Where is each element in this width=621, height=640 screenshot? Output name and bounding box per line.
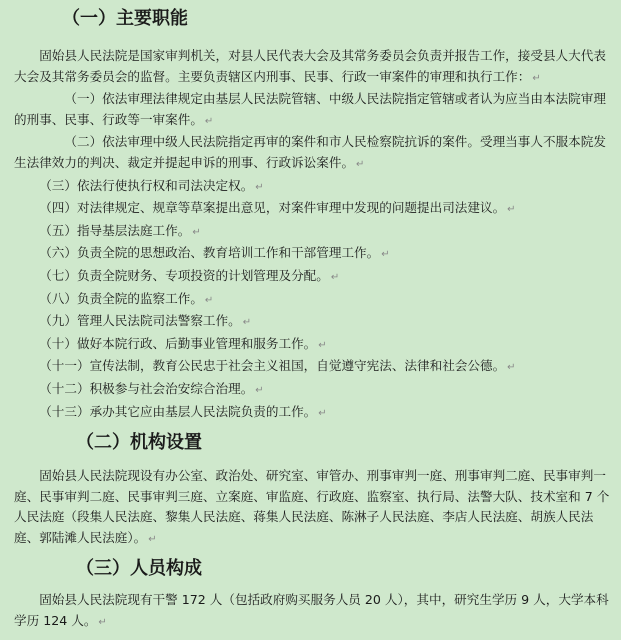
paragraph-mark-icon: ↵	[381, 249, 390, 261]
duty-item: （二）依法审理中级人民法院指定再审的案件和市人民检察院抗诉的案件。受理当事人不服本院发生法律效力的判决、裁定并提起申诉的刑事、行政诉讼案件。 ↵	[14, 134, 606, 170]
paragraph-mark-icon: ↵	[204, 294, 214, 306]
paragraph-mark-icon: ↵	[356, 158, 365, 170]
duty-item: （八）负责全院的监察工作。 ↵	[39, 290, 214, 306]
duty-item: （五）指导基层法庭工作。 ↵	[39, 222, 201, 238]
paragraph-mark-icon: ↵	[98, 617, 107, 629]
paragraph-mark-icon: ↵	[148, 533, 157, 545]
structure-paragraph: 固始县人民法院现设有办公室、政治处、研究室、审管办、刑事审判一庭、刑事审判二庭、民事审判一庭、民事审判二庭、民事审判三庭、立案庭、审监庭、行政庭、监察室、执行局、法警大队、技术室和 7 个人民法庭（段集人民法庭、黎集人民法庭、蒋集人民法庭、陈淋子人民法庭、李店人民法庭、胡族人民法庭、郭陆滩人民法庭）。 ↵	[14, 468, 610, 545]
duties-list	[14, 89, 613, 424]
heading-staff: （三）人员构成	[76, 558, 202, 580]
duty-item: （十）做好本院行政、后勤事业管理和服务工作。 ↵	[39, 335, 327, 351]
duty-item: （一）依法审理法律规定由基层人民法院管辖、中级人民法院指定管辖或者认为应当由本法院审理的刑事、民事、行政等一审案件。 ↵	[14, 91, 606, 127]
paragraph-mark-icon: ↵	[507, 204, 516, 216]
paragraph-mark-icon: ↵	[192, 226, 201, 238]
duty-item: （七）负责全院财务、专项投资的计划管理及分配。 ↵	[39, 267, 340, 283]
paragraph-mark-icon: ↵	[330, 271, 340, 283]
paragraph-mark-icon: ↵	[318, 407, 327, 419]
paragraph-mark-icon: ↵	[255, 181, 264, 193]
staff-paragraph: 固始县人民法院现有干警 172 人（包括政府购买服务人员 20 人），其中，研究生学历 9 人，大学本科学历 124 人。 ↵	[14, 592, 609, 629]
duty-item: （四）对法律规定、规章等草案提出意见，对案件审理中发现的问题提出司法建议。 ↵	[39, 200, 516, 216]
duty-item: （六）负责全院的思想政治、教育培训工作和干部管理工作。 ↵	[39, 245, 390, 261]
duty-item: （九）管理人民法院司法警察工作。 ↵	[39, 313, 252, 329]
paragraph-mark-icon: ↵	[507, 362, 516, 374]
heading-structure: （二）机构设置	[76, 432, 202, 454]
duty-item: （三）依法行使执行权和司法决定权。 ↵	[39, 177, 264, 193]
duty-item: （十二）积极参与社会治安综合治理。 ↵	[39, 380, 264, 396]
paragraph-mark-icon: ↵	[255, 384, 264, 396]
duties-intro: 固始县人民法院是国家审判机关，对县人民代表大会及其常务委员会负责并报告工作，接受县人大代表大会及其常务委员会的监督。主要负责辖区内刑事、民事、行政一审案件的审理和执行工作： ↵	[14, 48, 606, 84]
paragraph-mark-icon: ↵	[242, 317, 252, 329]
paragraph-mark-icon: ↵	[204, 115, 214, 127]
duty-item: （十一）宣传法制，教育公民忠于社会主义祖国，自觉遵守宪法、法律和社会公德。 ↵	[39, 358, 516, 374]
paragraph-mark-icon: ↵	[532, 72, 541, 84]
heading-main-duties: （一）主要职能	[62, 8, 188, 29]
paragraph-mark-icon: ↵	[318, 339, 327, 351]
duty-item: （十三）承办其它应由基层人民法院负责的工作。 ↵	[39, 403, 327, 419]
